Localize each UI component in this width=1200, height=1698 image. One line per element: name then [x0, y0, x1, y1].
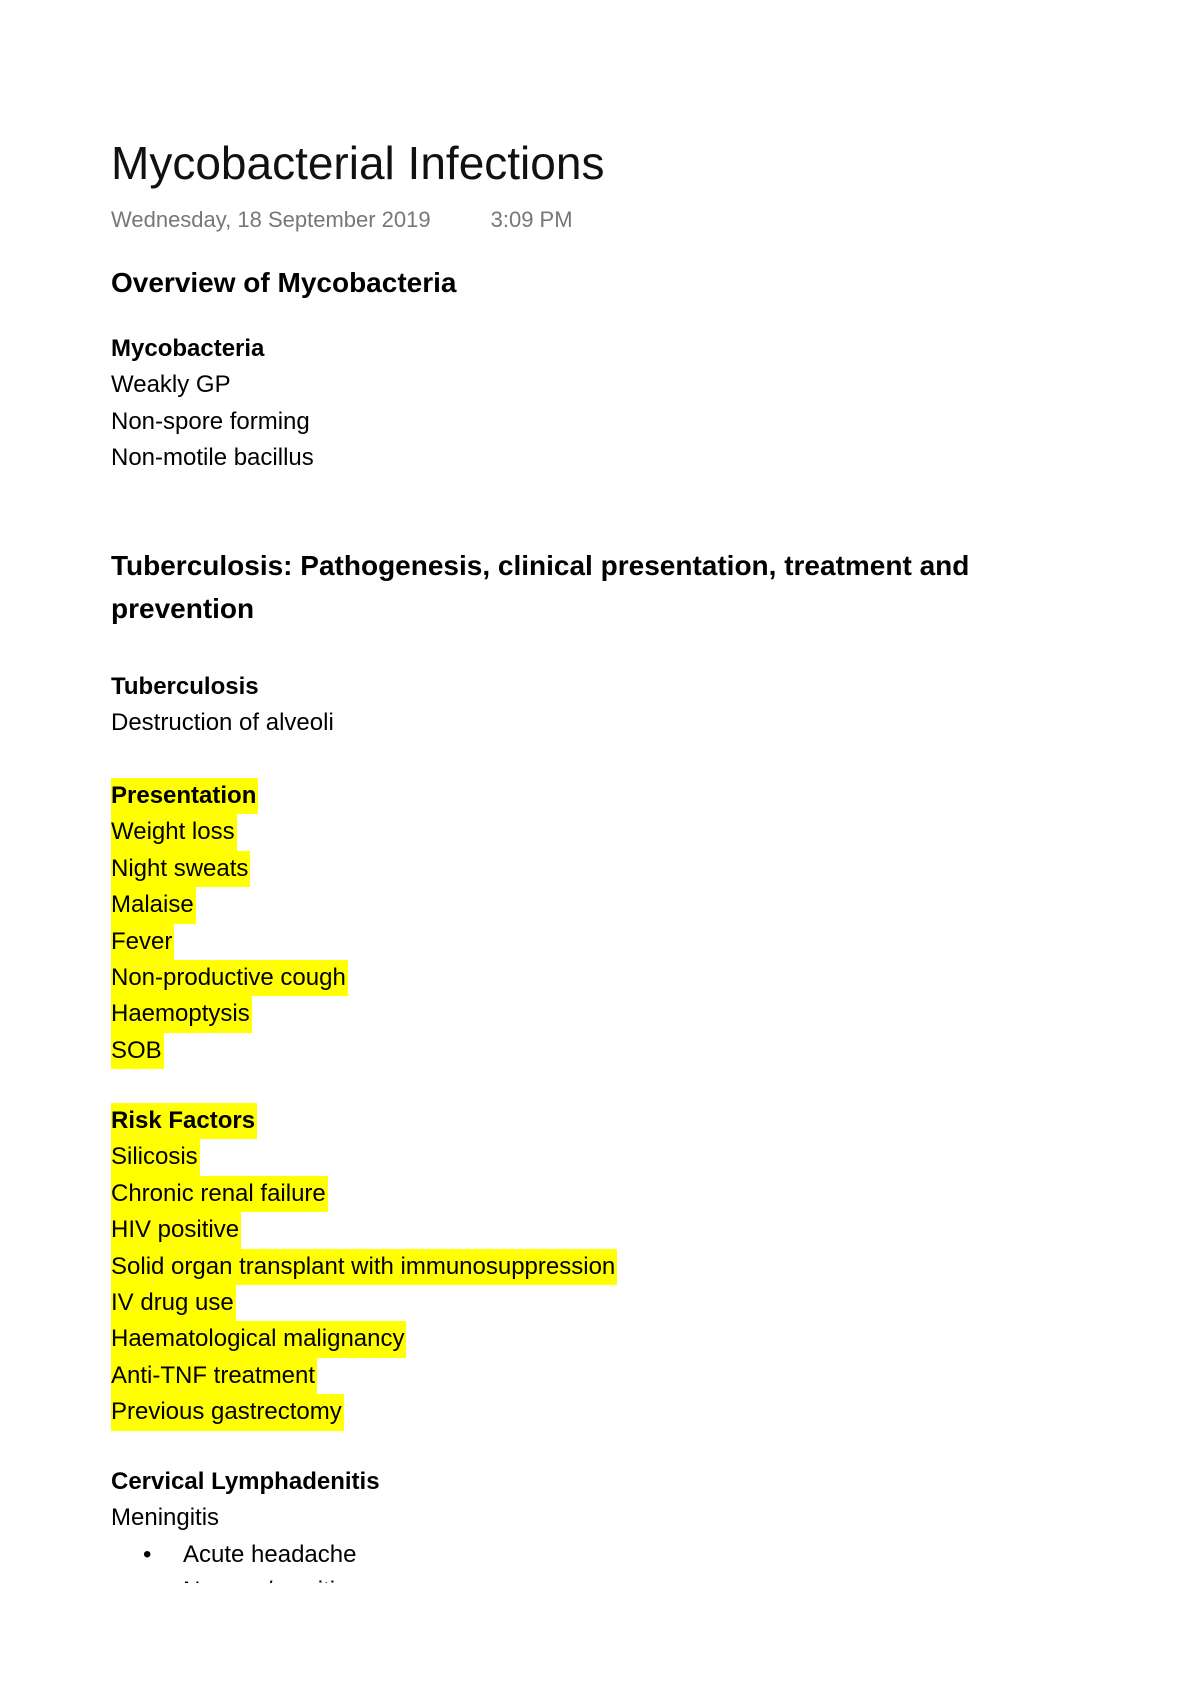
risk-factor-text: IV drug use: [111, 1285, 236, 1321]
tb-block: [111, 669, 1071, 742]
presentation-item: [111, 1033, 1071, 1069]
cervical-block: [111, 1464, 1071, 1537]
bullet-item: [111, 1537, 362, 1573]
risk-factor-item: [111, 1212, 1071, 1248]
cervical-heading: Cervical Lymphadenitis: [111, 1468, 380, 1495]
risk-factor-text: Silicosis: [111, 1139, 200, 1175]
page-timestamp: [111, 205, 573, 235]
risk-factor-item: [111, 1394, 1071, 1430]
presentation-heading: [111, 778, 1071, 814]
tb-heading: Tuberculosis: Pathogenesis, clinical presentation, treatment and prevention: [111, 550, 970, 624]
risk-factor-item: [111, 1176, 1071, 1212]
presentation-item-text: Haemoptysis: [111, 996, 252, 1032]
overview-item: Non-spore forming: [111, 407, 310, 435]
risk-factors-heading: [111, 1103, 1071, 1139]
risk-factor-text: Haematological malignancy: [111, 1321, 406, 1357]
overview-heading: Overview of Mycobacteria: [111, 267, 457, 298]
page-title: Mycobacterial Infections: [111, 137, 605, 189]
risk-factors-block: [111, 1103, 1071, 1431]
presentation-item: [111, 996, 1071, 1032]
meningitis-item: Meningitis: [111, 1504, 220, 1532]
presentation-item-text: Weight loss: [111, 814, 237, 850]
overview-block: [111, 331, 1071, 477]
presentation-heading-text: Presentation: [111, 778, 258, 814]
mycobacteria-subheading: Mycobacteria: [111, 335, 265, 362]
risk-factor-item: [111, 1358, 1071, 1394]
page-time: 3:09 PM: [490, 207, 573, 232]
bullet-icon: •: [143, 1541, 152, 1568]
risk-factors-heading-text: Risk Factors: [111, 1103, 257, 1139]
presentation-item-text: Night sweats: [111, 851, 250, 887]
presentation-item: [111, 887, 1071, 923]
risk-factor-item: [111, 1249, 1071, 1285]
page-cutoff: [0, 1583, 1200, 1698]
bullet-text: Acute headache: [183, 1541, 357, 1568]
risk-factor-text: HIV positive: [111, 1212, 241, 1248]
overview-item: Weakly GP: [111, 371, 231, 399]
risk-factor-text: Anti-TNF treatment: [111, 1358, 317, 1394]
presentation-block: [111, 778, 1071, 1069]
tb-item: Destruction of alveoli: [111, 709, 334, 737]
risk-factor-text: Solid organ transplant with immunosuppression: [111, 1249, 617, 1285]
presentation-item-text: SOB: [111, 1033, 164, 1069]
overview-item: Non-motile bacillus: [111, 444, 314, 472]
risk-factor-item: [111, 1139, 1071, 1175]
risk-factor-text: Chronic renal failure: [111, 1176, 328, 1212]
risk-factor-text: Previous gastrectomy: [111, 1394, 344, 1430]
presentation-item-text: Malaise: [111, 887, 196, 923]
risk-factor-item: [111, 1285, 1071, 1321]
presentation-item: [111, 851, 1071, 887]
presentation-item: [111, 814, 1071, 850]
presentation-item: [111, 960, 1071, 996]
presentation-item-text: Fever: [111, 924, 174, 960]
tuberculosis-subheading: Tuberculosis: [111, 673, 259, 700]
risk-factor-item: [111, 1321, 1071, 1357]
page-date: Wednesday, 18 September 2019: [111, 207, 431, 232]
presentation-item-text: Non-productive cough: [111, 960, 348, 996]
presentation-item: [111, 924, 1071, 960]
